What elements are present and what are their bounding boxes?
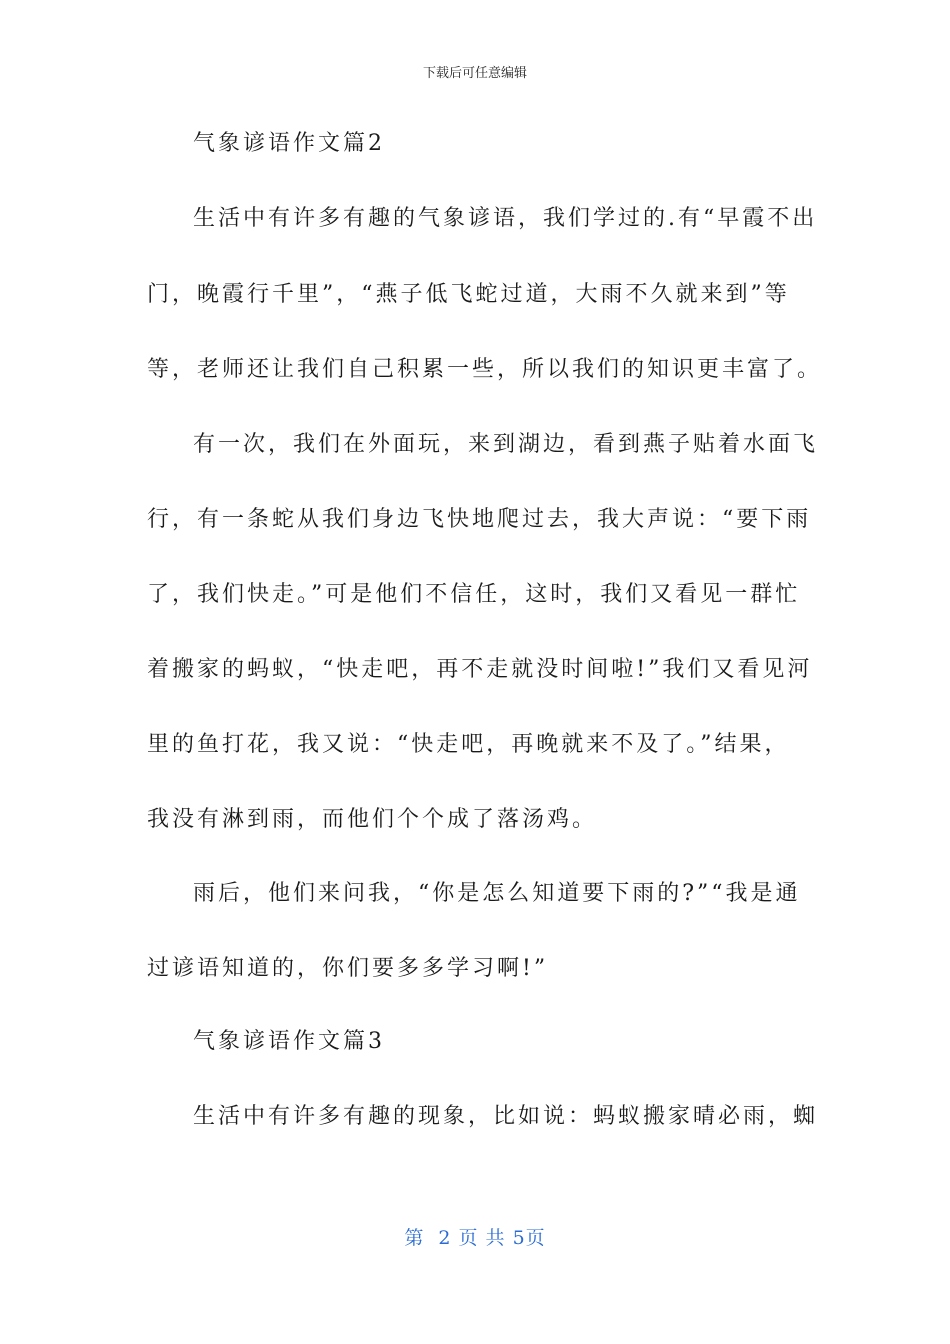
text-line: 门，晚霞行千里”，“燕子低飞蛇过道，大雨不久就来到”等 bbox=[147, 282, 790, 307]
text-line: 我没有淋到雨，而他们个个成了落汤鸡。 bbox=[147, 807, 598, 832]
section-heading: 气象谚语作文篇2 bbox=[193, 131, 385, 156]
text-line: 生活中有许多有趣的气象谚语，我们学过的.有“早霞不出 bbox=[193, 206, 818, 231]
page-footer bbox=[0, 1226, 950, 1250]
page-number: 第 2 页 共 5页 bbox=[404, 1227, 546, 1249]
text-line: 里的鱼打花，我又说：“快走吧，再晚就来不及了。”结果， bbox=[147, 732, 790, 757]
text-line: 生活中有许多有趣的现象，比如说：蚂蚁搬家晴必雨，蜘 bbox=[193, 1104, 819, 1129]
text-line: 了，我们快走。”可是他们不信任，这时，我们又看见一群忙 bbox=[147, 582, 801, 607]
text-line: 有一次，我们在外面玩，来到湖边，看到燕子贴着水面飞 bbox=[193, 432, 819, 457]
section-heading: 气象谚语作文篇3 bbox=[193, 1029, 385, 1054]
text-line: 雨后，他们来问我，“你是怎么知道要下雨的?”“我是通 bbox=[193, 881, 801, 906]
text-line: 等，老师还让我们自己积累一些，所以我们的知识更丰富了。 bbox=[147, 357, 823, 382]
text-line: 过谚语知道的，你们要多多学习啊!” bbox=[147, 956, 549, 981]
text-line: 行，有一条蛇从我们身边飞快地爬过去，我大声说：“要下雨 bbox=[147, 507, 812, 532]
page-header: 下载后可任意编辑 bbox=[422, 66, 527, 81]
text-line: 着搬家的蚂蚁，“快走吧，再不走就没时间啦!”我们又看见河 bbox=[147, 657, 813, 682]
